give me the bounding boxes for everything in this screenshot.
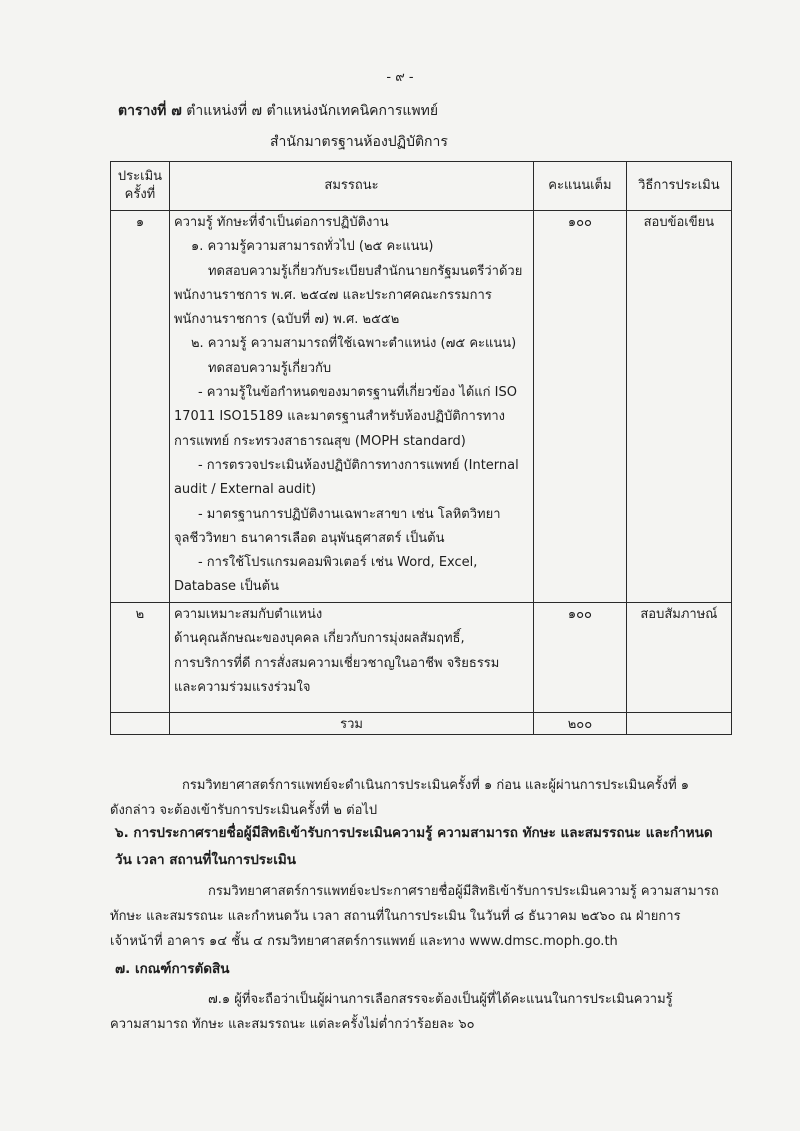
- paragraph-line: กรมวิทยาศาสตร์การแพทย์จะประกาศรายชื่อผู้มีสิทธิเข้ารับการประเมินความรู้ ความสามารถ: [208, 884, 719, 899]
- competency-line: ด้านคุณลักษณะของบุคคล เกี่ยวกับการมุ่งผลสัมฤทธิ์,: [173, 631, 465, 647]
- competency-line: audit / External audit): [173, 482, 317, 498]
- competency-line: จุลชีววิทยา ธนาคารเลือด อนุพันธุศาสตร์ เป็นต้น: [173, 530, 445, 546]
- assessment-order-paragraph: [110, 773, 732, 823]
- score-cell: ๑๐๐: [534, 211, 627, 603]
- table-office: สำนักมาตรฐานห้องปฏิบัติการ: [270, 134, 448, 150]
- total-score: ๒๐๐: [534, 713, 627, 735]
- competency-line: - ความรู้ในข้อกำหนดของมาตรฐานที่เกี่ยวข้อง ได้แก่ ISO: [197, 385, 517, 401]
- section-6-body: [110, 879, 732, 954]
- competency-line: พนักงานราชการ (ฉบับที่ ๗) พ.ศ. ๒๕๕๒: [173, 312, 400, 328]
- competency-line: - มาตรฐานการปฏิบัติงานเฉพาะสาขา เช่น โลหิตวิทยา: [197, 506, 501, 522]
- paragraph-line: เจ้าหน้าที่ อาคาร ๑๔ ชั้น ๔ กรมวิทยาศาสตร์การแพทย์ และทาง www.dmsc.moph.go.th: [110, 934, 618, 949]
- table-row: [111, 211, 732, 603]
- header-round-line2: ครั้งที่: [124, 187, 156, 202]
- competency-line: - การตรวจประเมินห้องปฏิบัติการทางการแพทย์ (Internal: [197, 457, 519, 473]
- section-7-body: [110, 987, 732, 1037]
- table-row: [111, 603, 732, 713]
- score-cell: ๑๐๐: [534, 603, 627, 713]
- round-cell: ๑: [111, 211, 170, 603]
- assessment-table: [110, 161, 732, 735]
- header-round-line1: ประเมิน: [117, 169, 163, 184]
- competency-line: ความเหมาะสมกับตำแหน่ง: [173, 607, 323, 622]
- paragraph-line: ทักษะ และสมรรถนะ และกำหนดวัน เวลา สถานที่ในการประเมิน ในวันที่ ๘ ธันวาคม ๒๕๖๐ ณ ฝ่ายการ: [110, 909, 681, 924]
- competency-cell: [169, 211, 533, 603]
- header-method: วิธีการประเมิน: [626, 162, 731, 211]
- competency-line: Database เป็นต้น: [173, 579, 280, 595]
- section-heading-line: วัน เวลา สถานที่ในการประเมิน: [115, 852, 297, 868]
- competency-line: 17011 ISO15189 และมาตรฐานสำหรับห้องปฏิบัติการทาง: [173, 409, 506, 425]
- competency-line: - การใช้โปรแกรมคอมพิวเตอร์ เช่น Word, Excel,: [197, 555, 478, 571]
- header-full-score: คะแนนเต็ม: [534, 162, 627, 211]
- page-number: - ๙ -: [386, 70, 414, 85]
- competency-line: ๒. ความรู้ ความสามารถที่ใช้เฉพาะตำแหน่ง (๗๕ คะแนน): [190, 336, 517, 352]
- competency-line: การแพทย์ กระทรวงสาธารณสุข (MOPH standard): [173, 433, 466, 449]
- total-label: รวม: [169, 713, 533, 735]
- paragraph-line: ดังกล่าว จะต้องเข้ารับการประเมินครั้งที่ ๒ ต่อไป: [110, 803, 378, 818]
- method-cell: สอบสัมภาษณ์: [626, 603, 731, 713]
- paragraph-line: ๗.๑ ผู้ที่จะถือว่าเป็นผู้ผ่านการเลือกสรรจะต้องเป็นผู้ที่ได้คะแนนในการประเมินความรู้: [208, 992, 673, 1007]
- section-heading-line: ๖. การประกาศรายชื่อผู้มีสิทธิเข้ารับการประเมินความรู้ ความสามารถ ทักษะ และสมรรถนะ และกำหนด: [115, 825, 713, 841]
- competency-line: ๑. ความรู้ความสามารถทั่วไป (๒๕ คะแนน): [190, 239, 434, 255]
- method-cell: สอบข้อเขียน: [626, 211, 731, 603]
- competency-line: การบริการที่ดี การสั่งสมความเชี่ยวชาญในอาชีพ จริยธรรม: [173, 655, 500, 671]
- competency-line: พนักงานราชการ พ.ศ. ๒๕๔๗ และประกาศคณะกรรมการ: [173, 287, 492, 303]
- total-method-empty-cell: [626, 713, 731, 735]
- table-label: ตารางที่ ๗: [118, 103, 182, 119]
- round-cell: ๒: [111, 603, 170, 713]
- competency-line: ทดสอบความรู้เกี่ยวกับระเบียบสำนักนายกรัฐมนตรีว่าด้วย: [207, 263, 523, 279]
- table-title: [118, 100, 438, 122]
- header-round: [111, 162, 170, 211]
- section-7-heading: ๗. เกณฑ์การตัดสิน: [115, 961, 230, 977]
- header-competency: สมรรถนะ: [169, 162, 533, 211]
- paragraph-line: ความสามารถ ทักษะ และสมรรถนะ แต่ละครั้งไม่ต่ำกว่าร้อยละ ๖๐: [110, 1017, 475, 1032]
- total-empty-cell: [111, 713, 170, 735]
- section-6-heading: [115, 820, 735, 874]
- table-position-text: ตำแหน่งที่ ๗ ตำแหน่งนักเทคนิคการแพทย์: [186, 103, 439, 119]
- paragraph-line: กรมวิทยาศาสตร์การแพทย์จะดำเนินการประเมินครั้งที่ ๑ ก่อน และผู้ผ่านการประเมินครั้งที่ ๑: [182, 778, 690, 793]
- competency-line: ความรู้ ทักษะที่จำเป็นต่อการปฏิบัติงาน: [173, 215, 389, 230]
- table-total-row: [111, 713, 732, 735]
- competency-line: และความร่วมแรงร่วมใจ: [173, 679, 311, 695]
- table-header-row: [111, 162, 732, 211]
- competency-line: ทดสอบความรู้เกี่ยวกับ: [207, 360, 332, 376]
- competency-cell: [169, 603, 533, 713]
